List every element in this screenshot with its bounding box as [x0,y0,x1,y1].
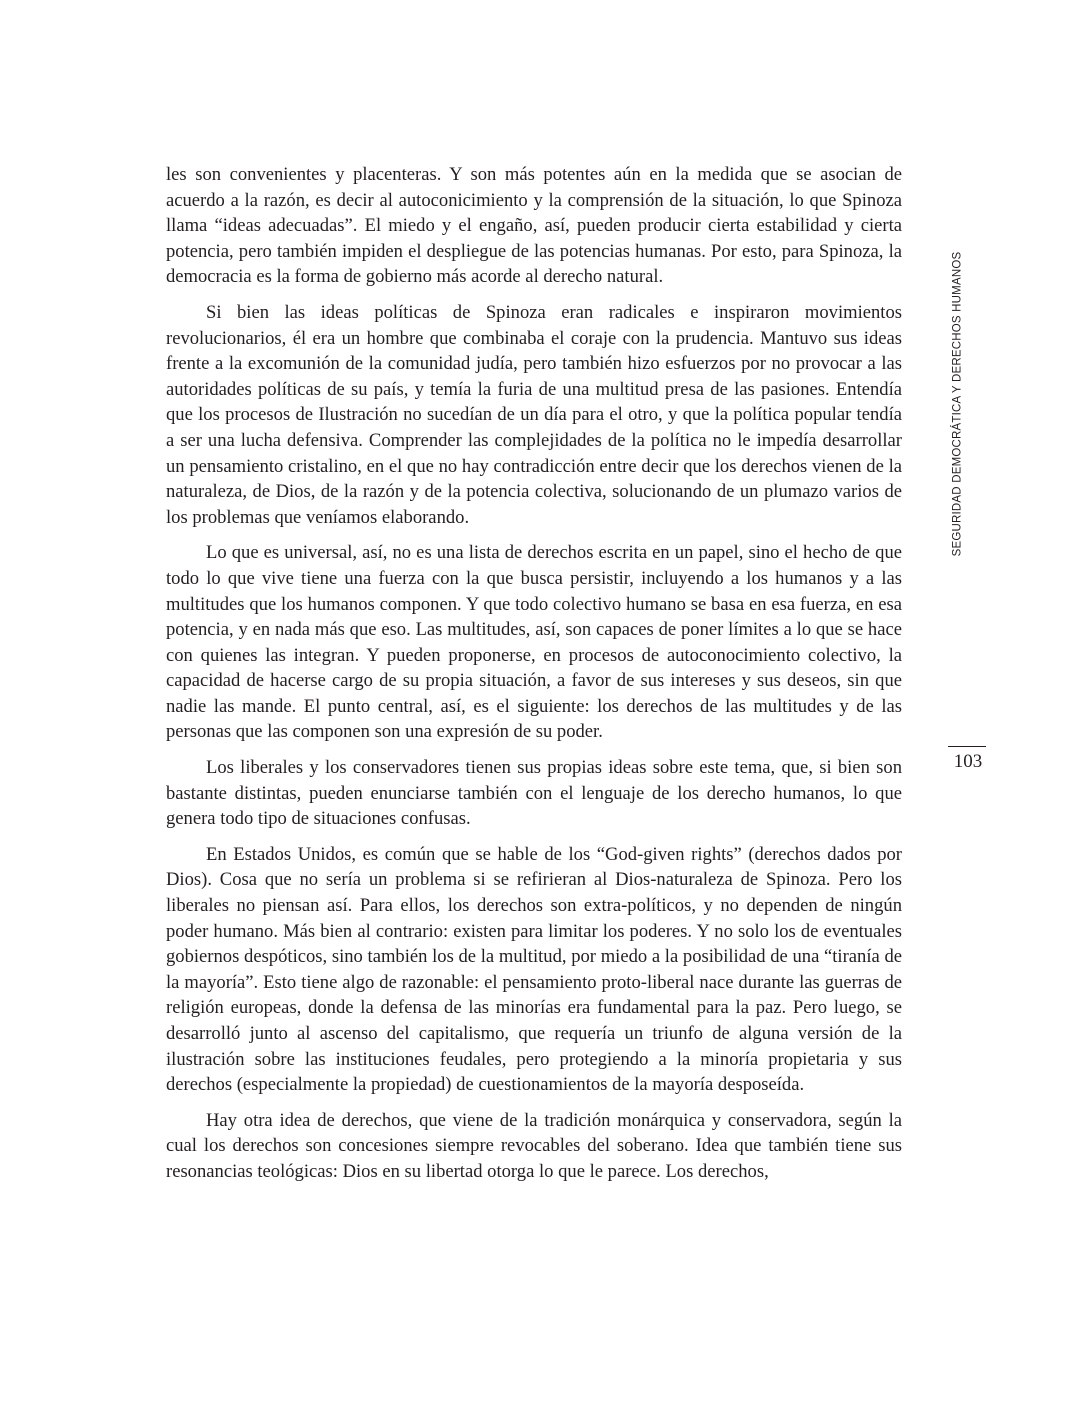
paragraph-2: Si bien las ideas políticas de Spinoza eran radicales e inspiraron movimientos revolucionarios, él era un hombre que combinaba el coraje con la prudencia. Mantuvo sus ideas frente a la excomunión de la comunidad judía, pero también hizo esfuerzos por no provocar a las autoridades políticas de su país, y temía la furia de una multitud presa de las pasiones. Entendía que los procesos de Ilustración no sucedían de un día para el otro, y que la política popular tendía a ser una lucha defensiva. Comprender las complejidades de la política no le impedía desarrollar un pensamiento cristalino, en el que no hay contradicción entre decir que los derechos vienen de la naturaleza, de Dios, de la razón y de la potencia colectiva, solucionando de un plumazo varios de los problemas que veníamos elaborando. [166,301,902,528]
paragraph-4: Los liberales y los conservadores tienen sus propias ideas sobre este tema, que, si bien son bastante distintas, pueden enunciarse también con el lenguaje de los derecho humanos, lo que genera todo tipo de situaciones confusas. [166,757,902,830]
paragraph-3: Lo que es universal, así, no es una lista de derechos escrita en un papel, sino el hecho de que todo lo que vive tiene una fuerza con la que busca persistir, incluyendo a los humanos y a las multitudes que los humanos componen. Y que todo colectivo humano se basa en esa fuerza, en esa potencia, y en nada más que eso. Las multitudes, así, son capaces de poner límites a lo que se hace con quienes las integran. Y pueden proponerse, en procesos de autoconocimiento colectivo, la capacidad de hacerse cargo de su propia situación, a favor de sus intereses y sus deseos, sin que nadie las mande. El punto central, así, es el siguiente: los derechos de las multitudes y de las personas que las componen son una expresión de su poder. [166,542,902,743]
paragraph-5: En Estados Unidos, es común que se hable de los “God-given rights” (derechos dados por Dios). Cosa que no sería un problema si se refirieran al Dios-naturaleza de Spinoza. Pero los liberales no piensan así. Para ellos, los derechos son extra-políticos, y no dependen de ningún poder humano. Más bien al contrario: existen para limitar los poderes. Y no solo los de eventuales gobiernos despóticos, sino también los de la multitud, por miedo a la posibilidad de una “tiranía de la mayoría”. Esto tiene algo de razonable: el pensamiento proto-liberal nace durante las guerras de religión europeas, donde la defensa de las minorías era fundamental para la paz. Pero luego, se desarrolló junto al ascenso del capitalismo, que requería un triunfo de alguna versión de la ilustración sobre las instituciones feudales, pero protegiendo a la minoría propietaria y sus derechos (especialmente la propiedad) de cuestionamientos de la mayoría desposeída. [166,843,902,1096]
page-number-rule [948,746,986,747]
running-head [946,244,968,564]
body-text [166,162,902,1195]
running-head-text: SEGURIDAD DEMOCRÁTICA Y DERECHOS HUMANOS [951,251,963,557]
paragraph-6: Hay otra idea de derechos, que viene de la tradición monárquica y conservadora, según la cual los derechos son concesiones siempre revocables del soberano. Idea que también tiene sus resonancias teológicas: Dios en su libertad otorga lo que le parece. Los derechos, [166,1109,902,1182]
page-number: 103 [953,751,983,772]
paragraph-1: les son convenientes y placenteras. Y son más potentes aún en la medida que se asocian de acuerdo a la razón, es decir al autoconicimiento y la comprensión de la situación, lo que Spinoza llama “ideas adecuadas”. El miedo y el engaño, así, pueden producir cierta estabilidad y cierta potencia, pero también impiden el despliegue de las potencias humanas. Por esto, para Spinoza, la democracia es la forma de gobierno más acorde al derecho natural. [166,164,902,288]
